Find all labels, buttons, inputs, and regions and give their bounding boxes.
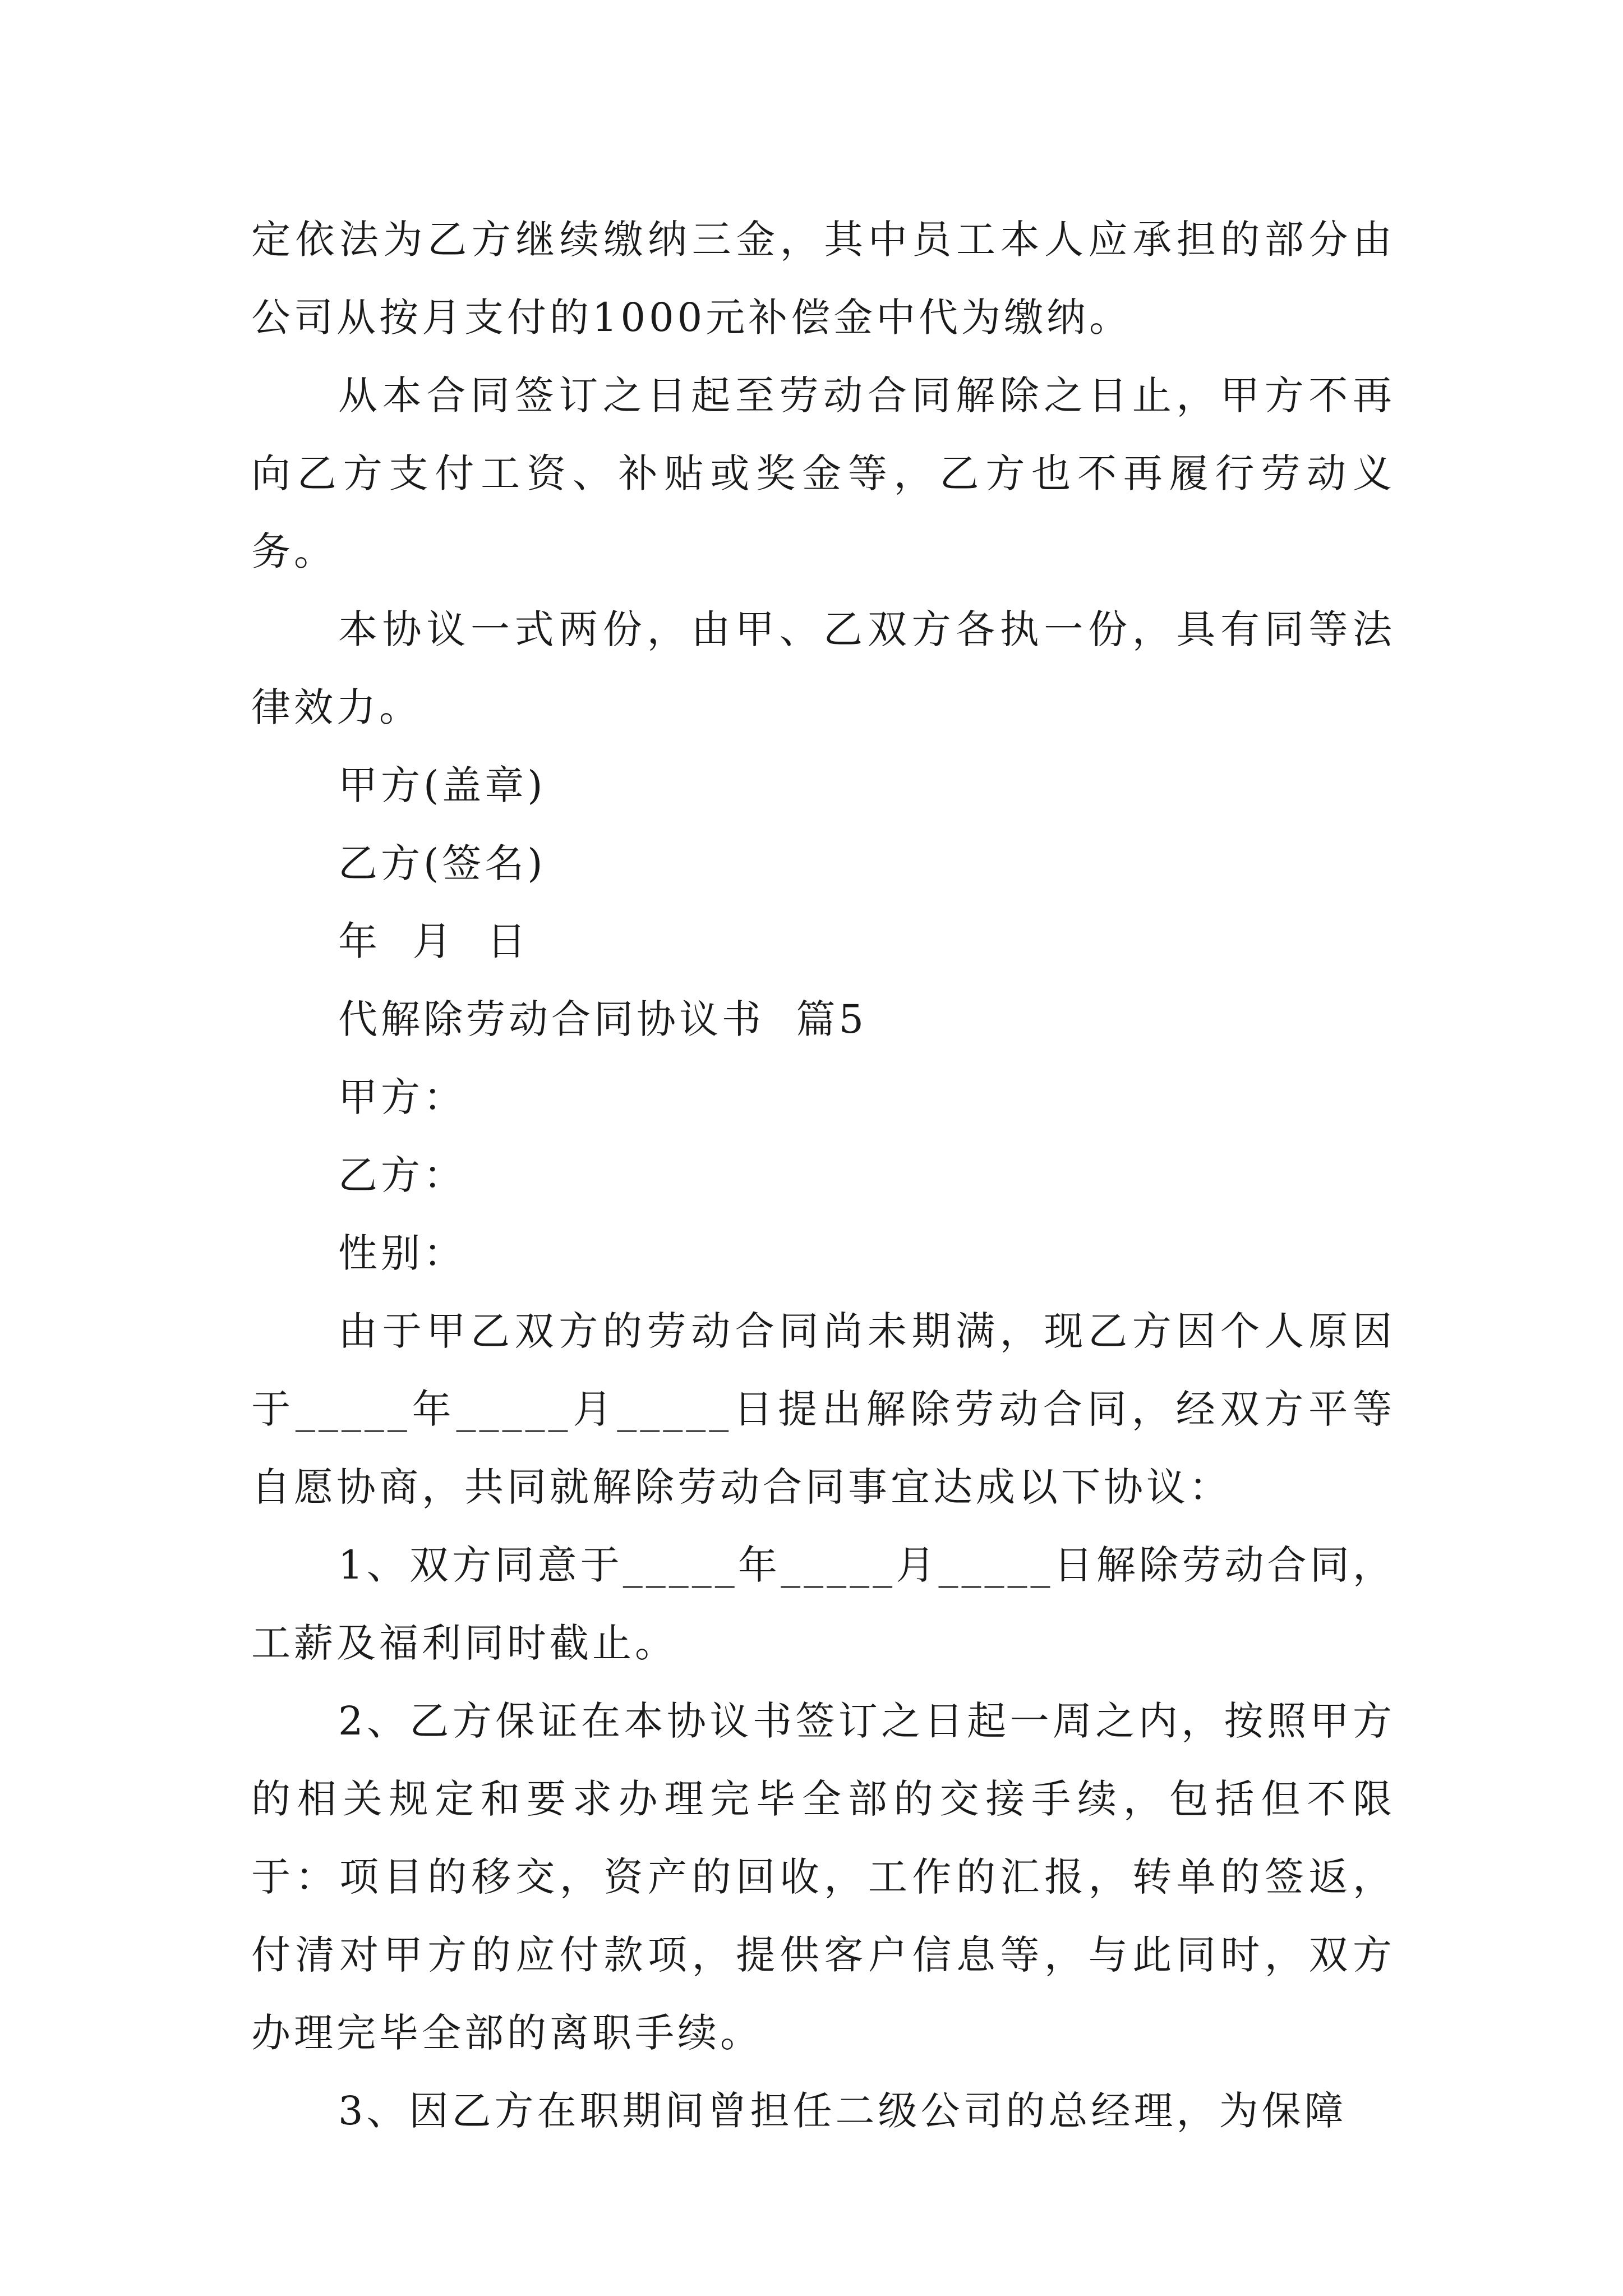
paragraph-no-wages: 从本合同签订之日起至劳动合同解除之日止，甲方不再向乙方支付工资、补贴或奖金等，乙方也不再履行劳动义务。 bbox=[251, 372, 1395, 574]
paragraph-copies: 本协议一式两份，由甲、乙双方各执一份，具有同等法律效力。 bbox=[251, 606, 1395, 730]
section-title: 代解除劳动合同协议书 篇5 bbox=[338, 996, 868, 1042]
gender-field: 性别： bbox=[338, 1230, 466, 1276]
paragraph-continuation: 定依法为乙方继续缴纳三金，其中员工本人应承担的部分由公司从按月支付的1000元补偿金中代为缴纳。 bbox=[251, 217, 1395, 341]
document-body bbox=[251, 201, 1395, 2150]
party-a-seal-line: 甲方(盖章) bbox=[338, 762, 546, 808]
party-b-signature-line: 乙方(签名) bbox=[338, 840, 546, 886]
party-b-field: 乙方： bbox=[338, 1152, 466, 1198]
clause-2: 2、乙方保证在本协议书签订之日起一周之内，按照甲方的相关规定和要求办理完毕全部的交接手续，包括但不限于：项目的移交，资产的回收，工作的汇报，转单的签返，付清对甲方的应付款项，提供客户信息等，与此同时，双方办理完毕全部的离职手续。 bbox=[251, 1698, 1395, 2056]
date-line: 年 月 日 bbox=[338, 918, 530, 964]
paragraph-reason: 由于甲乙双方的劳动合同尚未期满，现乙方因个人原因于_____年_____月_____日提出解除劳动合同，经双方平等自愿协商，共同就解除劳动合同事宜达成以下协议： bbox=[251, 1308, 1395, 1510]
clause-1: 1、双方同意于_____年_____月_____日解除劳动合同，工薪及福利同时截止。 bbox=[251, 1542, 1395, 1666]
party-a-field: 甲方： bbox=[338, 1074, 466, 1120]
clause-3: 3、因乙方在职期间曾担任二级公司的总经理，为保障 bbox=[338, 2088, 1347, 2134]
